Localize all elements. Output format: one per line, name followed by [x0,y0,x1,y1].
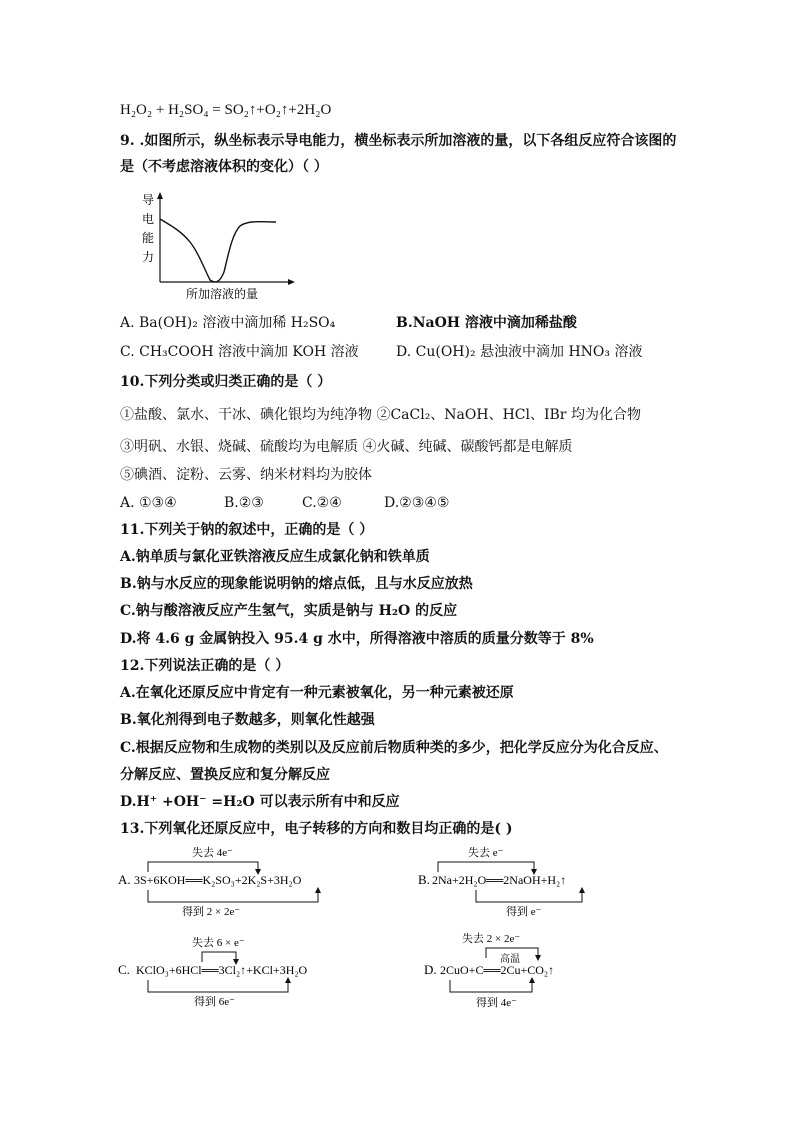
q11-option-c: C.钠与酸溶液反应产生氢气，实质是钠与 H₂O 的反应 [120,603,458,619]
q10-item-3: ⑤碘酒、淀粉、云雾、纳米材料均为胶体 [120,467,372,483]
q13-a-letter: A. [118,872,131,887]
q13-c-bottom-arrowhead [285,977,291,983]
chart-xlabel: 所加溶液的量 [186,287,259,301]
q13-b-top-label: 失去 e⁻ [468,847,504,859]
q9-option-b: B.NaOH 溶液中滴加稀盐酸 [396,315,577,331]
q13-d-bottom-arrowhead [529,977,535,983]
q13-b-letter: B. [418,872,430,887]
q12-option-a: A.在氧化还原反应中肯定有一种元素被氧化，另一种元素被还原 [120,685,514,701]
q11-option-b: B.钠与水反应的现象能说明钠的熔点低，且与水反应放热 [120,576,473,592]
chart-curve [160,219,276,282]
q12-stem: 12.下列说法正确的是（ ） [120,658,290,674]
q9-option-a: A. Ba(OH)₂ 溶液中滴加稀 H₂SO₄ [120,315,336,331]
q13-d-top-arrowhead [535,955,541,961]
q13-d-condition: 高温 [500,954,520,965]
q13-a-bottom-label: 得到 2 × 2e⁻ [182,906,241,918]
chart-ylabel-1: 电 [142,212,155,226]
q10-stem: 10.下列分类或归类正确的是（ ） [120,374,332,390]
q13-option-c-diagram [118,932,348,1010]
q13-d-bottom-label: 得到 4e⁻ [476,997,517,1009]
q11-stem: 11.下列关于钠的叙述中，正确的是（ ） [120,522,374,538]
chart-ylabel-2: 能 [142,231,155,245]
q13-c-bottom-bracket [148,980,288,992]
q13-c-letter: C. [118,962,130,977]
q13-a-bottom-arrowhead [315,887,321,893]
q9-option-c: C. CH₃COOH 溶液中滴加 KOH 溶液 [120,344,359,360]
q13-d-bottom-bracket [450,980,532,992]
q10-item-1: ①盐酸、氯水、干冰、碘化银均为纯净物 ②CaCl₂、NaOH、HCl、IBr 均为化合物 [120,407,641,423]
chart-x-arrow [288,279,295,285]
q10-option-b: B.②③ [224,495,264,511]
q13-b-reaction: 2Na+2H₂O══2NaOH+H₂↑ [432,873,567,887]
q12-option-b: B.氧化剂得到电子数越多，则氧化性越强 [120,712,375,728]
chart-ylabel-0: 导 [142,193,155,207]
q13-option-d-diagram [424,928,624,1010]
q13-b-top-bracket [438,862,534,872]
q10-option-a: A. ①③④ [120,495,177,511]
q13-d-top-label: 失去 2 × 2e⁻ [462,933,521,945]
q9-option-d: D. Cu(OH)₂ 悬浊液中滴加 HNO₃ 溶液 [396,344,643,360]
q13-c-bottom-label: 得到 6e⁻ [194,996,235,1008]
q13-c-reaction: KClO₃+6HCl══3Cl₂↑+KCl+3H₂O [136,963,308,977]
q13-b-bottom-label: 得到 e⁻ [506,906,542,918]
top-equation: H₂O₂ + H₂SO₄ = SO₂↑+O₂↑+2H₂O [120,102,332,118]
q13-b-bottom-arrowhead [579,887,585,893]
q13-option-b-diagram [418,842,618,918]
q10-item-2: ③明矾、水银、烧碱、硫酸均为电解质 ④火碱、纯碱、碳酸钙都是电解质 [120,439,573,455]
chart-y-arrow [157,192,163,199]
q13-a-top-label: 失去 4e⁻ [192,847,233,859]
q13-stem: 13.下列氧化还原反应中，电子转移的方向和数目均正确的是( ) [120,821,513,837]
q12-option-c-line2: 分解反应、置换反应和复分解反应 [120,767,330,783]
q9-stem-line2: 是（不考虑溶液体积的变化）（ ） [120,159,328,175]
q13-c-top-label: 失去 6 × e⁻ [192,937,245,949]
q10-option-c: C.②④ [302,495,342,511]
q13-c-top-bracket [202,952,236,962]
q13-a-bottom-bracket [148,890,318,902]
q13-option-a-diagram [118,842,338,918]
q13-b-bottom-bracket [476,890,582,902]
chart-ylabel-3: 力 [142,250,155,264]
q11-option-d: D.将 4.6 g 金属钠投入 95.4 g 水中，所得溶液中溶质的质量分数等于 8% [120,631,594,647]
q13-a-reaction: 3S+6KOH══K₂SO₃+2K₂S+3H₂O [134,873,302,887]
q9-stem-line1: 9. .如图所示，纵坐标表示导电能力，横坐标表示所加溶液的量，以下各组反应符合该图的 [120,133,677,149]
q13-d-reaction: 2CuO+C══2Cu+CO₂↑ [440,963,555,977]
q10-option-d: D.②③④⑤ [384,495,450,511]
q13-d-letter: D. [424,962,437,977]
q11-option-a: A.钠单质与氯化亚铁溶液反应生成氯化钠和铁单质 [120,549,430,565]
q13-a-top-bracket [148,862,258,872]
q12-option-c-line1: C.根据反应物和生成物的类别以及反应前后物质种类的多少，把化学反应分为化合反应、 [120,740,668,756]
q12-option-d: D.H⁺ +OH⁻ =H₂O 可以表示所有中和反应 [120,794,400,810]
conductivity-chart [138,190,298,306]
